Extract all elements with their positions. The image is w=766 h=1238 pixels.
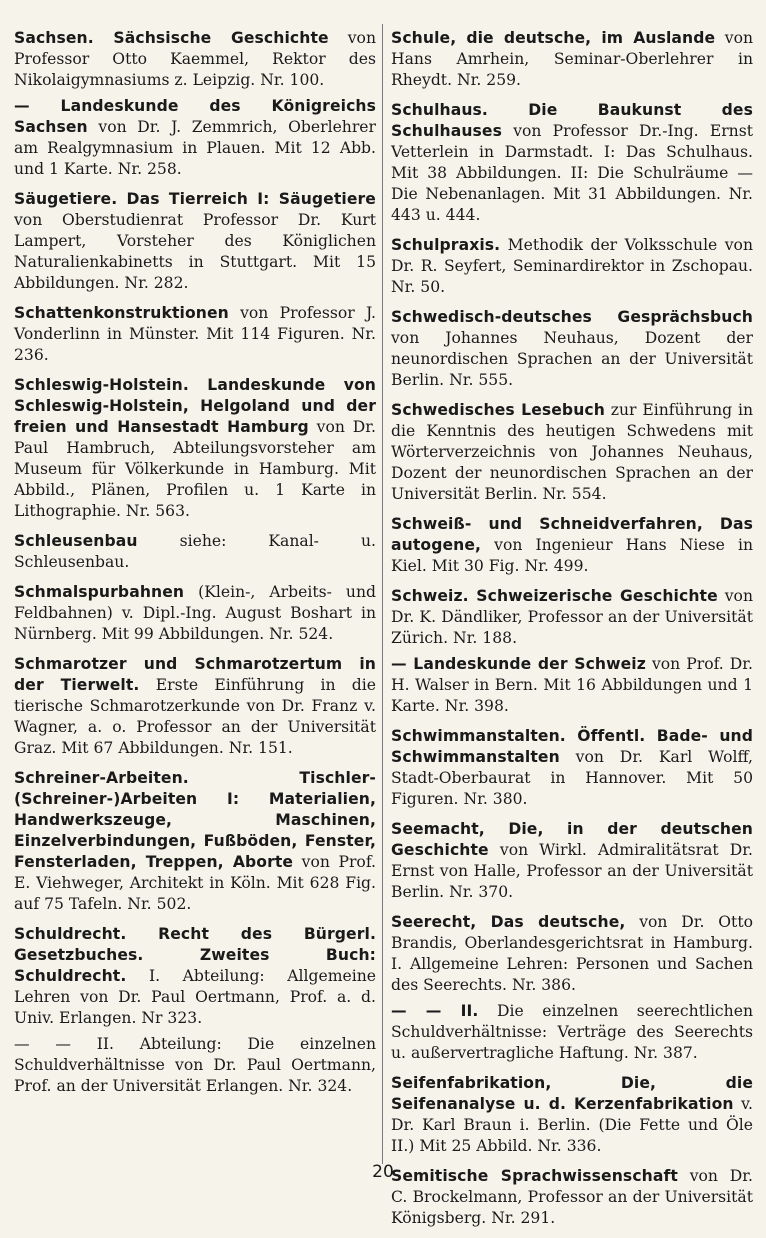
entry bbox=[391, 912, 753, 996]
entry-text: von Johannes Neuhaus, Dozent der neunordischen Sprachen an der Universität Berlin. Nr. 555. bbox=[391, 329, 753, 389]
page-number: 20 bbox=[372, 1162, 394, 1182]
entry-headword: Schwedisch-deutsches Gesprächsbuch bbox=[391, 308, 753, 326]
entry bbox=[14, 654, 376, 759]
entry-headword: Seifenfabrikation, Die, die Seifenanalyse u. d. Kerzenfabrikation bbox=[391, 1074, 753, 1113]
entry-headword: Schule, die deutsche, im Auslande bbox=[391, 29, 716, 47]
entry bbox=[14, 582, 376, 645]
entry-headword: Schuldrecht. Recht des Bürgerl. Gesetzbuches. Zweites Buch: Schuldrecht. bbox=[14, 925, 376, 985]
left-column bbox=[14, 28, 376, 1106]
entry bbox=[391, 586, 753, 649]
entry bbox=[14, 189, 376, 294]
entry-text: von Professor Otto Kaemmel, Rektor des Nikolaigymnasiums z. Leipzig. Nr. 100. bbox=[14, 29, 376, 89]
entry bbox=[14, 768, 376, 915]
entry-headword: Schulpraxis. bbox=[391, 236, 501, 254]
entry-headword: Seerecht, Das deutsche, bbox=[391, 913, 626, 931]
entry-headword: Schattenkonstruktionen bbox=[14, 304, 229, 322]
entry bbox=[391, 514, 753, 577]
entry bbox=[14, 1034, 376, 1097]
entry-headword: Schweiz. Schweizerische Geschichte bbox=[391, 587, 718, 605]
entry-headword: Schweiß- und Schneidverfahren, Das autogene, bbox=[391, 515, 753, 554]
entry-text: von Hans Amrhein, Seminar-Oberlehrer in Rheydt. Nr. 259. bbox=[391, 29, 754, 89]
entry-text: von Prof. Dr. H. Walser in Bern. Mit 16 Abbildungen und 1 Karte. Nr. 398. bbox=[391, 655, 753, 715]
entry bbox=[391, 819, 753, 903]
column-divider bbox=[382, 24, 383, 1164]
entry bbox=[14, 531, 376, 573]
entry bbox=[14, 303, 376, 366]
entry-headword: Schleswig-Holstein. Landeskunde von Schleswig-Holstein, Helgoland und der freien und Hansestadt Hamburg bbox=[14, 376, 376, 436]
entry-text: von Ingenieur Hans Niese in Kiel. Mit 30 Fig. Nr. 499. bbox=[391, 536, 753, 575]
entry-text: Die einzelnen seerechtlichen Schuldverhältnisse: Verträge des Seerechts u. außervertragliche Haftung. Nr. 387. bbox=[391, 1002, 753, 1062]
entry-text: von Oberstudienrat Professor Dr. Kurt Lampert, Vorsteher des Königlichen Naturalienkabinetts in Stuttgart. Mit 15 Abbildungen. Nr. 282. bbox=[14, 211, 376, 292]
entry-text: I. Abteilung: Allgemeine Lehren von Dr. Paul Oertmann, Prof. a. d. Univ. Erlangen. Nr 323. bbox=[14, 967, 376, 1027]
entry-headword: Schreiner-Arbeiten. Tischler- (Schreiner-)Arbeiten I: Materialien, Handwerkszeuge, Maschinen, Einzelverbindungen, Fußböden, Fenster, Fensterladen, Treppen, Aborte bbox=[14, 769, 376, 871]
entry-text: von Professor Dr.-Ing. Ernst Vetterlein in Darmstadt. I: Das Schulhaus. Mit 38 Abbildungen. II: Die Schulräume — Die Nebenanlagen. Mit 31 Abbildungen. Nr. 443 u. 444. bbox=[391, 122, 753, 224]
entry bbox=[391, 100, 753, 226]
entry bbox=[14, 924, 376, 1029]
entry-text: von Dr. Karl Wolff, Stadt-Oberbaurat in Hannover. Mit 50 Figuren. Nr. 380. bbox=[391, 748, 753, 808]
entry bbox=[391, 400, 753, 505]
entry bbox=[14, 96, 376, 180]
entry-text: von Dr. K. Dändliker, Professor an der Universität Zürich. Nr. 188. bbox=[391, 587, 753, 647]
entry-headword: — Landeskunde der Schweiz bbox=[391, 655, 646, 673]
entry-headword: Schwimmanstalten. Öffentl. Bade- und Schwimmanstalten bbox=[391, 727, 753, 766]
entry-text: von Prof. E. Viehweger, Architekt in Köln. Mit 628 Fig. auf 75 Tafeln. Nr. 502. bbox=[14, 853, 376, 913]
entry bbox=[391, 726, 753, 810]
entry bbox=[14, 375, 376, 522]
entry-text: von Wirkl. Admiralitätsrat Dr. Ernst von Halle, Professor an der Universität Berlin. Nr. 370. bbox=[391, 841, 753, 901]
entry-headword: Semitische Sprachwissenschaft bbox=[391, 1167, 678, 1185]
entry-headword: Schmalspurbahnen bbox=[14, 583, 185, 601]
entry-headword: Schmarotzer und Schmarotzertum in der Tierwelt. bbox=[14, 655, 376, 694]
entry-text: von Dr. C. Brockelmann, Professor an der Universität Königsberg. Nr. 291. bbox=[391, 1167, 753, 1227]
entry-text: von Dr. Paul Hambruch, Abteilungsvorsteher am Museum für Völkerkunde in Hamburg. Mit Abbild., Plänen, Profilen u. 1 Karte in Lithographie. Nr. 563. bbox=[14, 418, 376, 520]
entry-text: von Dr. J. Zemmrich, Oberlehrer am Realgymnasium in Plauen. Mit 12 Abb. und 1 Karte. Nr. 258. bbox=[14, 118, 376, 178]
entry bbox=[391, 235, 753, 298]
entry-headword: Sachsen. Sächsische Geschichte bbox=[14, 29, 329, 47]
entry-headword: Seemacht, Die, in der deutschen Geschichte bbox=[391, 820, 753, 859]
entry-text: von Professor J. Vonderlinn in Münster. Mit 114 Figuren. Nr. 236. bbox=[14, 304, 376, 364]
entry-text: (Klein-, Arbeits- und Feldbahnen) v. Dipl.-Ing. August Boshart in Nürnberg. Mit 99 Abbildungen. Nr. 524. bbox=[14, 583, 376, 643]
entry-text: zur Einführung in die Kenntnis des heutigen Schwedens mit Wörterverzeichnis von Johannes Neuhaus, Dozent der neunordischen Sprachen an der Universität Berlin. Nr. 554. bbox=[391, 401, 753, 503]
entry-text: von Dr. Otto Brandis, Oberlandesgerichtsrat in Hamburg. I. Allgemeine Lehren: Personen und Sachen des Seerechts. Nr. 386. bbox=[391, 913, 753, 994]
entry-headword: — Landeskunde des Königreichs Sachsen bbox=[14, 97, 376, 136]
entry-headword: Säugetiere. Das Tierreich I: Säugetiere bbox=[14, 190, 376, 208]
entry bbox=[391, 28, 753, 91]
entry bbox=[14, 28, 376, 91]
entry-text: — — II. Abteilung: Die einzelnen Schuldverhältnisse von Dr. Paul Oertmann, Prof. an der Universität Erlangen. Nr. 324. bbox=[14, 1035, 376, 1095]
entry bbox=[391, 307, 753, 391]
right-column bbox=[391, 28, 753, 1238]
entry bbox=[391, 654, 753, 717]
entry-text: Methodik der Volksschule von Dr. R. Seyfert, Seminardirektor in Zschopau. Nr. 50. bbox=[391, 236, 753, 296]
entry-text: siehe: Kanal- u. Schleusenbau. bbox=[14, 532, 376, 571]
entry-headword: Schwedisches Lesebuch bbox=[391, 401, 605, 419]
entry-headword: Schleusenbau bbox=[14, 532, 138, 550]
entry-text: v. Dr. Karl Braun i. Berlin. (Die Fette und Öle II.) Mit 25 Abbild. Nr. 336. bbox=[391, 1095, 753, 1155]
entry-headword: Schulhaus. Die Baukunst des Schulhauses bbox=[391, 101, 753, 140]
entry bbox=[391, 1001, 753, 1064]
entry-headword: — — II. bbox=[391, 1002, 479, 1020]
entry-text: Erste Einführung in die tierische Schmarotzerkunde von Dr. Franz v. Wagner, a. o. Professor an der Universität Graz. Mit 67 Abbildungen. Nr. 151. bbox=[14, 676, 376, 757]
entry bbox=[391, 1073, 753, 1157]
